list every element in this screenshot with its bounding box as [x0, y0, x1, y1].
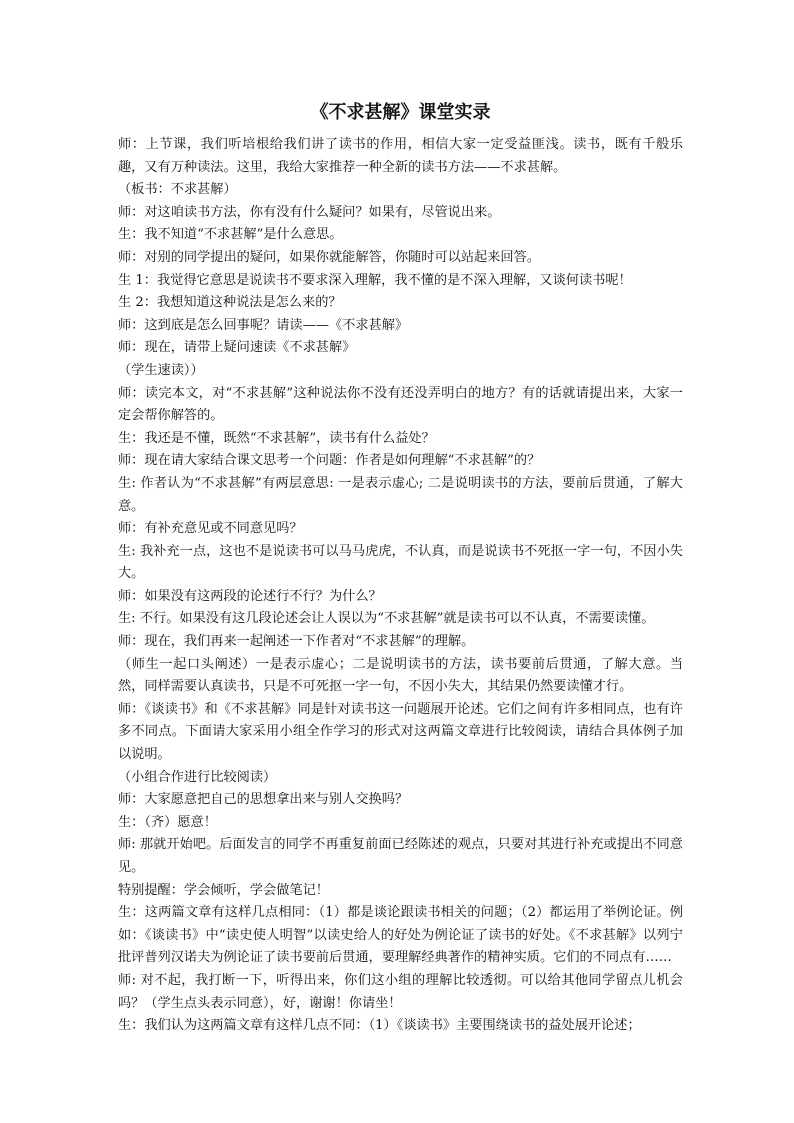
paragraph: 生：我们认为这两篇文章有这样几点不同：（1）《谈读书》主要围绕读书的益处展开论述； [118, 1018, 641, 1034]
paragraph: 师: 对不起，我打断一下，听得出来，你们这小组的理解比较透彻。可以给其他同学留点儿机会吗？（学生点头表示同意），好，谢谢！你请坐！ [118, 972, 683, 1011]
paragraph: 师：如果没有这两段的论述行不行？为什么？ [118, 588, 382, 604]
paragraph: 生 1：我觉得它意思是说读书不要求深入理解，我不懂的是不深入理解，又谈何读书呢！ [118, 272, 632, 288]
document-body [118, 134, 683, 1038]
paragraph: 师：现在请大家结合课文思考一个问题：作者是如何理解“不求甚解”的？ [118, 453, 541, 469]
paragraph: 师: 那就开始吧。后面发言的同学不再重复前面已经陈述的观点，只要对其进行补充或提出不同意见。 [118, 837, 683, 875]
paragraph: 生：我还是不懂，既然“不求甚解”，读书有什么益处？ [118, 430, 435, 446]
paragraph: （板书：不求甚解） [118, 182, 237, 198]
paragraph: 生：这两篇文章有这样几点相同：（1）都是谈论跟读书相关的问题；（2）都运用了举例论证。例如：《谈读书》中“读史使人明智”以读史给人的好处为例论证了读书的好处。《不求甚解》以列宁批评普列汉诺夫为例论证了读书要前后贯通，要理解经典著作的精神实质。它们的不同点有…… [118, 905, 683, 966]
paragraph: 师：对这咱读书方法，你有没有什么疑问？如果有，尽管说出来。 [118, 204, 501, 220]
paragraph: 生 2：我想知道这种说法是怎么来的？ [118, 295, 342, 311]
paragraph: 生：（齐）愿意！ [118, 814, 217, 830]
paragraph: 生: 不行。如果没有这几段论述会让人误以为“不求甚解”就是读书可以不认真，不需要读懂。 [118, 611, 655, 627]
document-page [118, 100, 683, 1038]
paragraph: 特别提醒：学会倾听，学会做笔记！ [118, 882, 329, 898]
paragraph: （学生速读）） [118, 362, 204, 378]
paragraph: 师：有补充意见或不同意见吗？ [118, 521, 303, 537]
paragraph: 师：读完本文，对“不求甚解”这种说法你不没有还没弄明白的地方？有的话就请提出来，大家一定会帮你解答的。 [118, 385, 683, 424]
paragraph: 师：现在，请带上疑问速读《不求甚解》 [118, 340, 356, 356]
paragraph: 师：对别的同学提出的疑问，如果你就能解答，你随时可以站起来回答。 [118, 249, 540, 265]
paragraph: 师：上节课，我们听培根给我们讲了读书的作用，相信大家一定受益匪浅。读书，既有千般乐趣，又有万种读法。这里，我给大家推荐一种全新的读书方法——不求甚解。 [118, 137, 683, 175]
paragraph: 师：大家愿意把自己的思想拿出来与别人交换吗？ [118, 792, 409, 808]
paragraph: （师生一起口头阐述）一是表示虚心；二是说明读书的方法，读书要前后贯通，了解大意。当然，同样需要认真读书，只是不可死抠一字一句，不因小失大，其结果仍然要读懂才行。 [118, 656, 683, 695]
paragraph: 师：这到底是怎么回事呢？请读——《不求甚解》 [118, 317, 409, 333]
document-title: 《不求甚解》课堂实录 [310, 102, 491, 123]
paragraph: 生: 我补充一点，这也不是说读书可以马马虎虎，不认真，而是说读书不死抠一字一句，不因小失大。 [118, 543, 683, 582]
paragraph: 师：现在，我们再来一起阐述一下作者对“不求甚解”的理解。 [118, 634, 475, 650]
paragraph: （小组合作进行比较阅读） [118, 769, 277, 785]
paragraph: 生: 作者认为“不求甚解”有两层意思: 一是表示虚心; 二是说明读书的方法，要前后贯通，了解大意。 [118, 475, 683, 514]
paragraph: 师：《谈读书》和《不求甚解》同是针对读书这一问题展开论述。它们之间有许多相同点，也有许多不同点。下面请大家采用小组全作学习的形式对这两篇文章进行比较阅读，请结合具体例子加以说明。 [118, 701, 683, 763]
paragraph: 生：我不知道“不求甚解”是什么意思。 [118, 227, 343, 243]
